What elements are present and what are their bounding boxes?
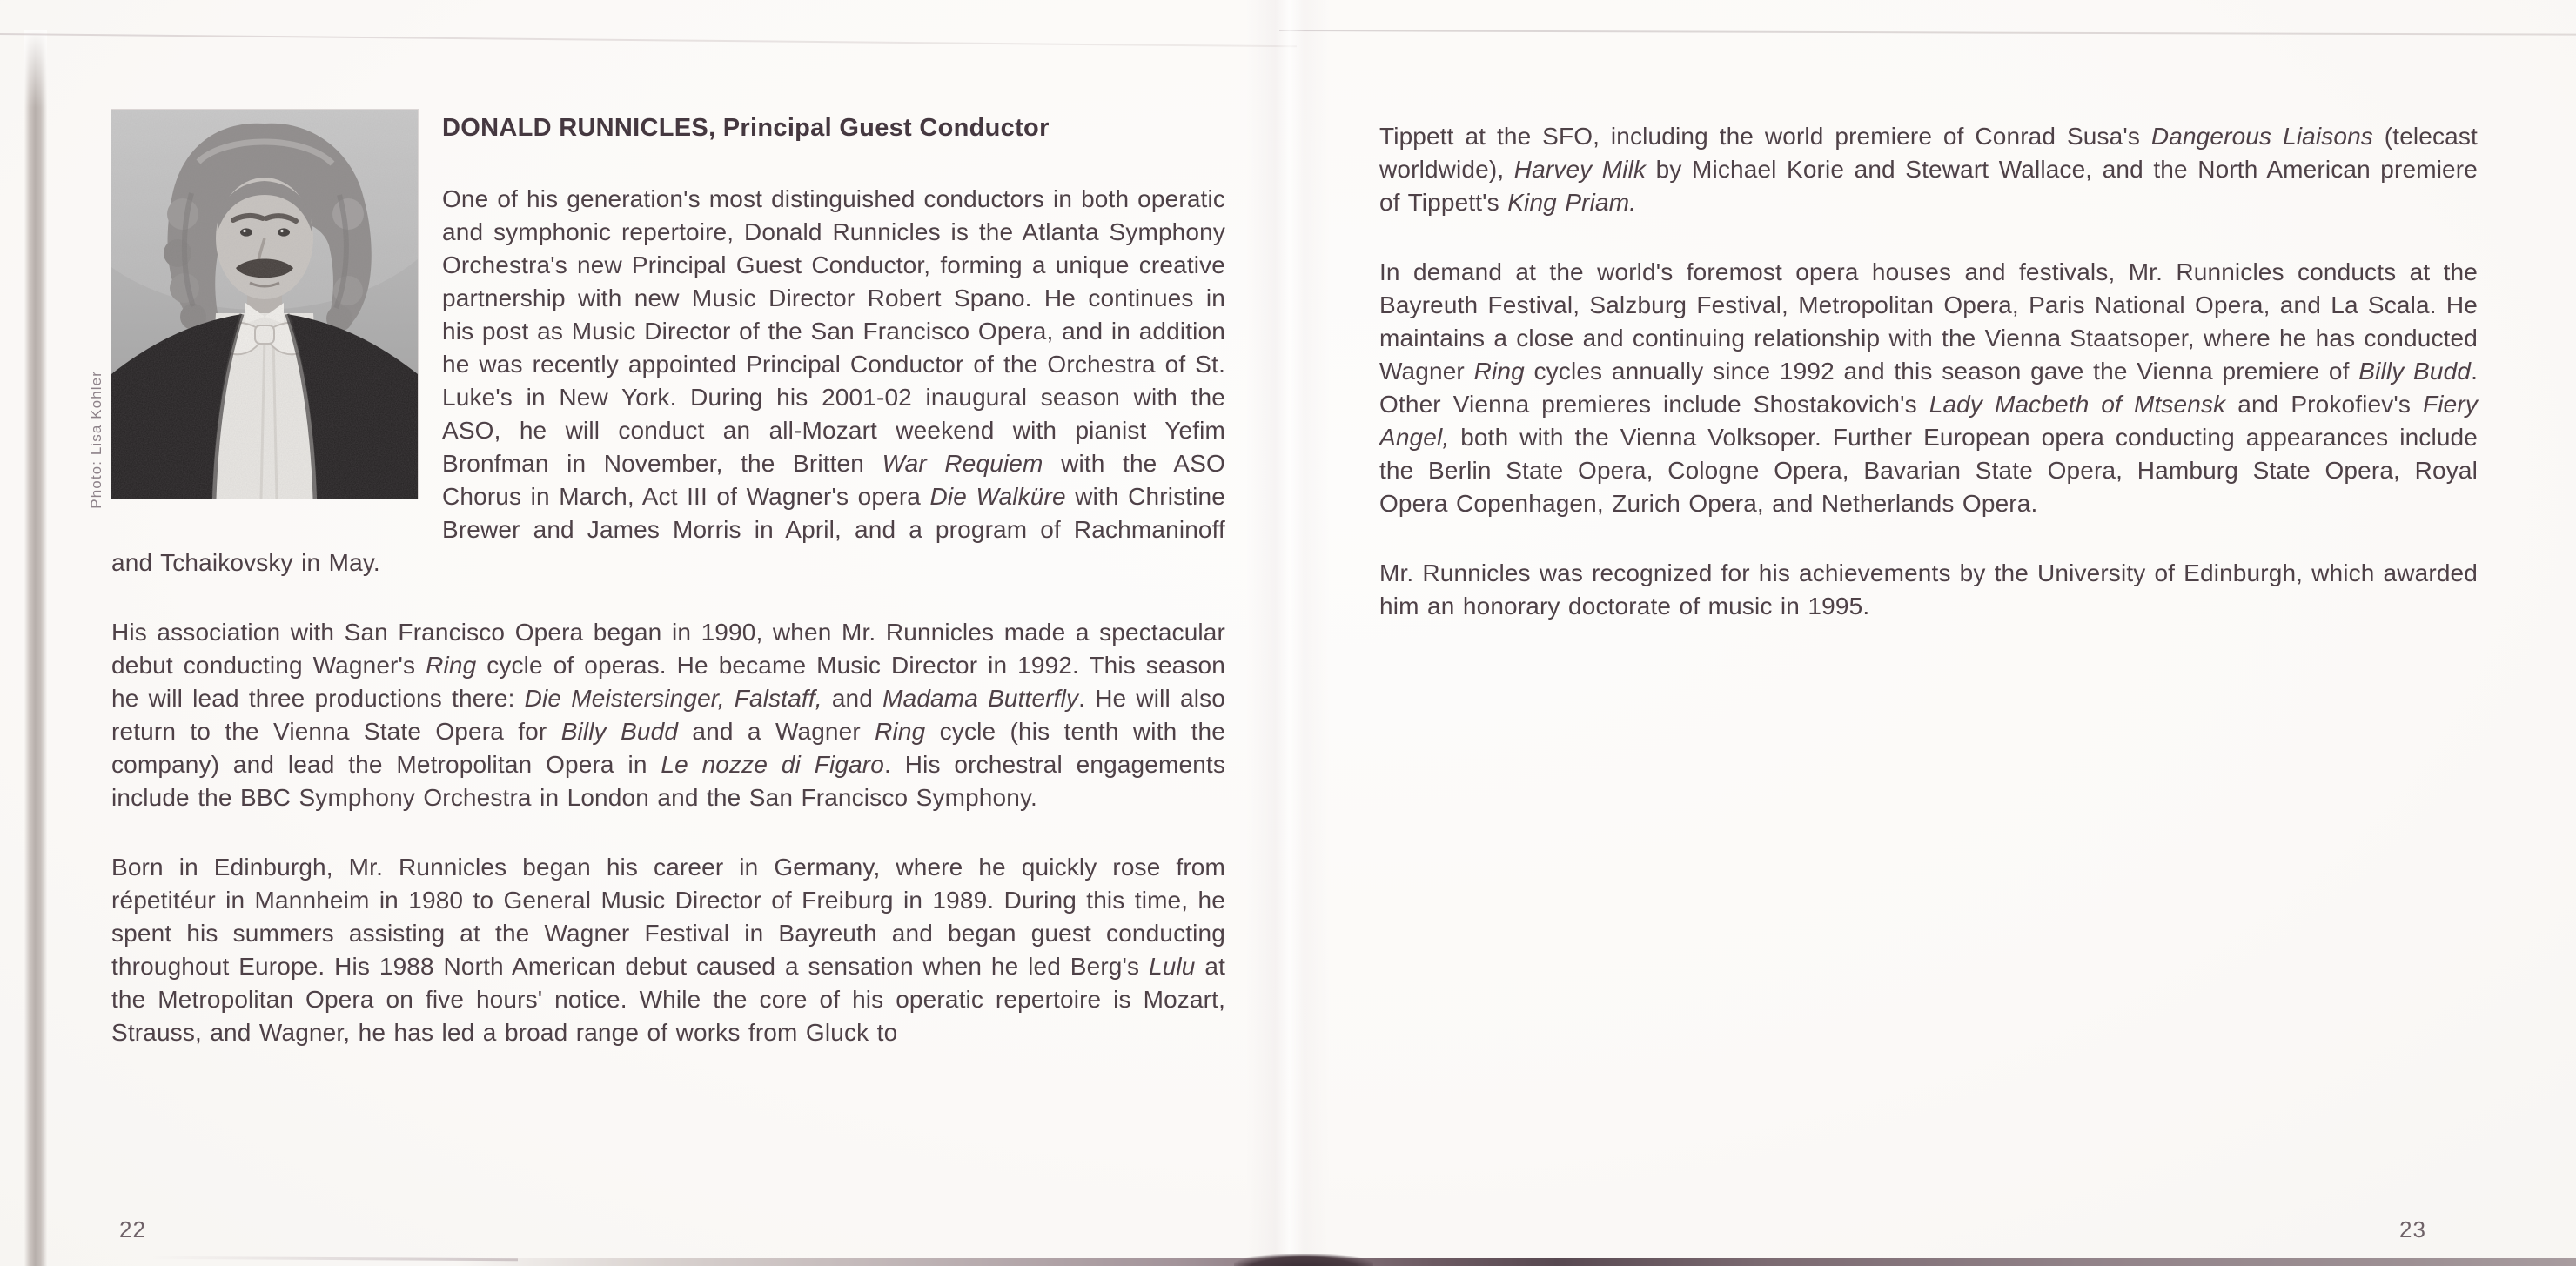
biography-heading: DONALD RUNNICLES, Principal Guest Conductor [442,114,1050,142]
portrait-illustration [111,110,418,499]
bio-paragraph-5: In demand at the world's foremost opera houses and festivals, Mr. Runnicles conducts at the Bayreuth Festival, Salzburg Festival, Metropolitan Opera, Paris National Opera, and La Scala. He maintains a close and continuing relationship with the Vienna Staatsoper, where he has conducted Wagner Ring cycles annually since 1992 and this season gave the Vienna premiere of Billy Budd. Other Vienna premieres include Shostakovich's Lady Macbeth of Mtsensk and Prokofiev's Fiery Angel, both with the Vienna Volksoper. Further European opera conducting appearances include the Berlin State Opera, Cologne Opera, Bavarian State Opera, Hamburg State Opera, Royal Opera Copenhagen, Zurich Opera, and Netherlands Opera. [1379,258,2478,517]
conductor-portrait-photo [111,110,418,499]
bio-paragraph-6: Mr. Runnicles was recognized for his achievements by the University of Edinburgh, which awarded him an honorary doctorate of music in 1995. [1379,559,2478,620]
scan-bottom-edge-dark-spot [1234,1254,1373,1266]
photo-credit: Photo: Lisa Kohler [88,371,104,509]
page-number-right: 23 [2399,1216,2426,1243]
portrait-photo-block [88,110,418,509]
page-top-edge-line-left [0,33,1297,47]
right-page [1379,120,2478,660]
page-number-left: 22 [119,1216,146,1243]
bio-paragraph-3: Born in Edinburgh, Mr. Runnicles began his career in Germany, where he quickly rose from répetitéur in Mannheim in 1980 to General Music Director of Freiburg in 1989. During this time, he spent his summers assisting at the Wagner Festival in Bayreuth and began guest conducting throughout Europe. His 1988 North American debut caused a sensation when he led Berg's Lulu at the Metropolitan Opera on five hours' notice. While the core of his operatic repertoire is Mozart, Strauss, and Wagner, he has led a broad range of works from Gluck to [111,854,1225,1046]
left-page [88,106,1225,1086]
bio-paragraph-4: Tippett at the SFO, including the world premiere of Conrad Susa's Dangerous Liaisons (telecast worldwide), Harvey Milk by Michael Korie and Stewart Wallace, and the North American premiere of Tippett's King Priam. [1379,123,2478,216]
bio-paragraph-2: His association with San Francisco Opera began in 1990, when Mr. Runnicles made a spectacular debut conducting Wagner's Ring cycle of operas. He became Music Director in 1992. This season he will lead three productions there: Die Meistersinger, Falstaff, and Madama Butterfly. He will also return to the Vienna State Opera for Billy Budd and a Wagner Ring cycle (his tenth with the company) and lead the Metropolitan Opera in Le nozze di Figaro. His orchestral engagements include the BBC Symphony Orchestra in London and the San Francisco Symphony. [111,619,1225,811]
page-top-edge-line-right [1279,30,2576,36]
bio-paragraph-1: One of his generation's most distinguished conductors in both operatic and symphonic repertoire, Donald Runnicles is the Atlanta Symphony Orchestra's new Principal Guest Conductor, forming a unique creative partnership with new Music Director Robert Spano. He continues in his post as Music Director of the San Francisco Opera, and in addition he was recently appointed Principal Conductor of the Orchestra of St. Luke's in New York. During his 2001-02 inaugural season with the ASO, he will conduct an all-Mozart weekend with pianist Yefim Bronfman in November, the Britten War Requiem with the ASO Chorus in March, Act III of Wagner's opera Die Walküre with Christine Brewer and James Morris in April, and a program of Rachmaninoff and Tchaikovsky in May. [111,185,1225,576]
center-gutter-shadow [1246,0,1330,1266]
booklet-spine-edge [24,30,47,1266]
scan-bottom-edge [453,1258,2576,1266]
